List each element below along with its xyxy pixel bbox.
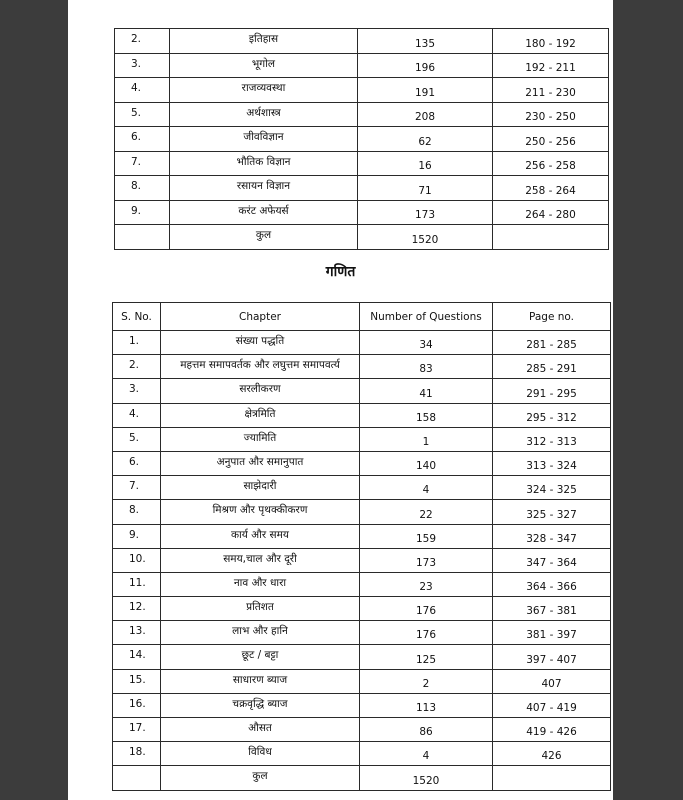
chapter-cell: लाभ और हानि [161, 621, 360, 645]
table-row [113, 427, 611, 451]
pages-cell: 230 - 250 [493, 102, 609, 127]
table-row [115, 151, 609, 176]
math-chapter-table [112, 302, 611, 791]
sno-cell: 5. [113, 427, 161, 451]
questions-cell: 208 [358, 102, 493, 127]
questions-cell: 4 [360, 742, 493, 766]
table-row [113, 379, 611, 403]
chapter-cell: इतिहास [170, 29, 358, 54]
pages-cell: 419 - 426 [493, 718, 611, 742]
pages-cell: 426 [493, 742, 611, 766]
pages-cell: 364 - 366 [493, 572, 611, 596]
sno-cell: 9. [113, 524, 161, 548]
pages-cell: 256 - 258 [493, 151, 609, 176]
chapter-cell: क्षेत्रमिति [161, 403, 360, 427]
sno-cell: 7. [113, 476, 161, 500]
sno-cell: 13. [113, 621, 161, 645]
pages-cell: 407 - 419 [493, 693, 611, 717]
questions-cell: 176 [360, 597, 493, 621]
questions-cell: 22 [360, 500, 493, 524]
questions-cell: 71 [358, 176, 493, 201]
table-row [113, 693, 611, 717]
pages-cell: 264 - 280 [493, 200, 609, 225]
pages-cell: 291 - 295 [493, 379, 611, 403]
pages-cell-empty [493, 225, 609, 250]
sno-cell: 7. [115, 151, 170, 176]
pages-cell: 258 - 264 [493, 176, 609, 201]
questions-cell: 34 [360, 331, 493, 355]
table-row [113, 572, 611, 596]
sno-cell-empty [115, 225, 170, 250]
total-label: कुल [170, 225, 358, 250]
table-row [113, 548, 611, 572]
chapter-cell: नाव और धारा [161, 572, 360, 596]
sno-cell: 5. [115, 102, 170, 127]
table-row [113, 621, 611, 645]
sno-cell: 2. [113, 355, 161, 379]
header-chapter: Chapter [161, 303, 360, 331]
questions-cell: 1 [360, 427, 493, 451]
pages-cell: 295 - 312 [493, 403, 611, 427]
questions-cell: 41 [360, 379, 493, 403]
gs-chapter-table [114, 28, 609, 250]
chapter-cell: अर्थशास्त्र [170, 102, 358, 127]
header-pages: Page no. [493, 303, 611, 331]
chapter-cell: सरलीकरण [161, 379, 360, 403]
table-row [113, 500, 611, 524]
sno-cell: 1. [113, 331, 161, 355]
pages-cell: 281 - 285 [493, 331, 611, 355]
sno-cell: 15. [113, 669, 161, 693]
chapter-cell: कार्य और समय [161, 524, 360, 548]
pages-cell: 347 - 364 [493, 548, 611, 572]
pages-cell: 250 - 256 [493, 127, 609, 152]
pages-cell: 211 - 230 [493, 78, 609, 103]
sno-cell: 12. [113, 597, 161, 621]
table-row [115, 200, 609, 225]
pages-cell: 192 - 211 [493, 53, 609, 78]
table-row [113, 742, 611, 766]
sno-cell: 3. [115, 53, 170, 78]
chapter-cell: मिश्रण और पृथक्कीकरण [161, 500, 360, 524]
sno-cell: 4. [115, 78, 170, 103]
chapter-cell: साधारण ब्याज [161, 669, 360, 693]
questions-cell: 158 [360, 403, 493, 427]
questions-cell: 23 [360, 572, 493, 596]
table-row [113, 524, 611, 548]
table-row [115, 127, 609, 152]
questions-cell: 2 [360, 669, 493, 693]
chapter-cell: करंट अफेयर्स [170, 200, 358, 225]
chapter-cell: औसत [161, 718, 360, 742]
table-row [115, 176, 609, 201]
table-row [115, 53, 609, 78]
pages-cell: 285 - 291 [493, 355, 611, 379]
chapter-cell: ज्यामिति [161, 427, 360, 451]
sno-cell: 8. [115, 176, 170, 201]
questions-cell: 113 [360, 693, 493, 717]
sno-cell: 18. [113, 742, 161, 766]
sno-cell: 11. [113, 572, 161, 596]
table-row [113, 451, 611, 475]
document-page [68, 0, 613, 800]
pages-cell: 367 - 381 [493, 597, 611, 621]
chapter-cell: साझेदारी [161, 476, 360, 500]
pages-cell: 313 - 324 [493, 451, 611, 475]
total-label: कुल [161, 766, 360, 790]
section-title: गणित [325, 264, 356, 280]
questions-cell: 159 [360, 524, 493, 548]
sno-cell: 14. [113, 645, 161, 669]
sno-cell: 17. [113, 718, 161, 742]
sno-cell: 10. [113, 548, 161, 572]
questions-cell: 83 [360, 355, 493, 379]
chapter-cell: चक्रवृद्धि ब्याज [161, 693, 360, 717]
pages-cell: 325 - 327 [493, 500, 611, 524]
total-value: 1520 [358, 225, 493, 250]
sno-cell: 4. [113, 403, 161, 427]
questions-cell: 16 [358, 151, 493, 176]
sno-cell: 16. [113, 693, 161, 717]
questions-cell: 173 [358, 200, 493, 225]
table-row [115, 102, 609, 127]
table-row [113, 403, 611, 427]
table-row [113, 645, 611, 669]
sno-cell: 8. [113, 500, 161, 524]
questions-cell: 62 [358, 127, 493, 152]
chapter-cell: छूट / बट्टा [161, 645, 360, 669]
sno-cell: 6. [115, 127, 170, 152]
table-row [113, 476, 611, 500]
pages-cell: 312 - 313 [493, 427, 611, 451]
chapter-cell: रसायन विज्ञान [170, 176, 358, 201]
questions-cell: 196 [358, 53, 493, 78]
sno-cell-empty [113, 766, 161, 790]
math-table-body [113, 303, 611, 791]
table-row [113, 331, 611, 355]
chapter-cell: प्रतिशत [161, 597, 360, 621]
questions-cell: 4 [360, 476, 493, 500]
chapter-cell: संख्या पद्धति [161, 331, 360, 355]
questions-cell: 135 [358, 29, 493, 54]
chapter-cell: समय,चाल और दूरी [161, 548, 360, 572]
table-row [115, 29, 609, 54]
pages-cell: 381 - 397 [493, 621, 611, 645]
questions-cell: 191 [358, 78, 493, 103]
questions-cell: 173 [360, 548, 493, 572]
chapter-cell: विविध [161, 742, 360, 766]
chapter-cell: भूगोल [170, 53, 358, 78]
header-questions: Number of Questions [360, 303, 493, 331]
table-row [113, 355, 611, 379]
chapter-cell: जीवविज्ञान [170, 127, 358, 152]
header-sno: S. No. [113, 303, 161, 331]
sno-cell: 3. [113, 379, 161, 403]
total-row [115, 225, 609, 250]
chapter-cell: राजव्यवस्था [170, 78, 358, 103]
table-row [115, 78, 609, 103]
chapter-cell: महत्तम समापवर्तक और लघुत्तम समापवर्त्य [161, 355, 360, 379]
pages-cell: 180 - 192 [493, 29, 609, 54]
questions-cell: 176 [360, 621, 493, 645]
sno-cell: 6. [113, 451, 161, 475]
pages-cell: 397 - 407 [493, 645, 611, 669]
pages-cell: 407 [493, 669, 611, 693]
pages-cell: 328 - 347 [493, 524, 611, 548]
chapter-cell: भौतिक विज्ञान [170, 151, 358, 176]
gs-table-body [115, 29, 609, 250]
questions-cell: 125 [360, 645, 493, 669]
pages-cell: 324 - 325 [493, 476, 611, 500]
header-row [113, 303, 611, 331]
total-row [113, 766, 611, 790]
pages-cell-empty [493, 766, 611, 790]
table-row [113, 669, 611, 693]
chapter-cell: अनुपात और समानुपात [161, 451, 360, 475]
total-value: 1520 [360, 766, 493, 790]
table-row [113, 718, 611, 742]
sno-cell: 2. [115, 29, 170, 54]
questions-cell: 86 [360, 718, 493, 742]
table-row [113, 597, 611, 621]
questions-cell: 140 [360, 451, 493, 475]
sno-cell: 9. [115, 200, 170, 225]
